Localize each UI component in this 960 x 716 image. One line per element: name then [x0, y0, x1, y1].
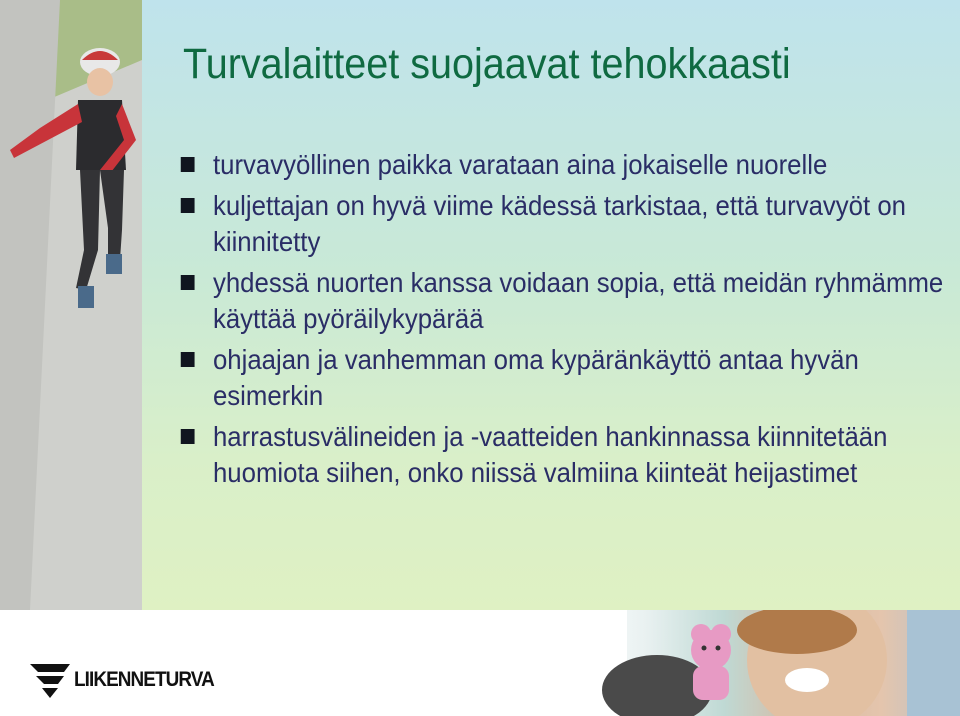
bullet-text: yhdessä nuorten kanssa voidaan sopia, että meidän ryhmämme käyttää pyöräilykypärää	[212, 267, 944, 334]
square-bullet-icon	[181, 352, 195, 367]
square-bullet-icon	[181, 198, 195, 213]
footer	[0, 610, 960, 716]
bullet-item	[178, 419, 949, 491]
slide-title: Turvalaitteet suojaavat tehokkaasti	[183, 40, 791, 88]
bullet-text: kuljettajan on hyvä viime kädessä tarkistaa, että turvavyöt on kiinnitetty	[212, 190, 906, 257]
children-with-reflector-photo	[567, 610, 960, 716]
bullet-item	[178, 342, 949, 414]
bullet-list	[178, 147, 948, 496]
bullet-text: ohjaajan ja vanhemman oma kypäränkäyttö antaa hyvän esimerkin	[212, 344, 859, 411]
liikenneturva-logo-mark-icon	[30, 662, 70, 698]
bullet-item	[178, 147, 949, 183]
bullet-text: turvavyöllinen paikka varataan aina jokaiselle nuorelle	[212, 149, 828, 180]
square-bullet-icon	[181, 429, 195, 444]
bullet-item	[178, 188, 949, 260]
inline-skater-photo	[0, 0, 142, 610]
logo-text: LIIKENNETURVA	[74, 668, 214, 691]
liikenneturva-logo	[30, 662, 220, 702]
bullet-text: harrastusvälineiden ja -vaatteiden hankinnassa kiinnitetään huomiota siihen, onko niissä valmiina kiinteät heijastimet	[212, 421, 888, 488]
square-bullet-icon	[181, 157, 195, 172]
bullet-item	[178, 265, 949, 337]
square-bullet-icon	[181, 275, 195, 290]
